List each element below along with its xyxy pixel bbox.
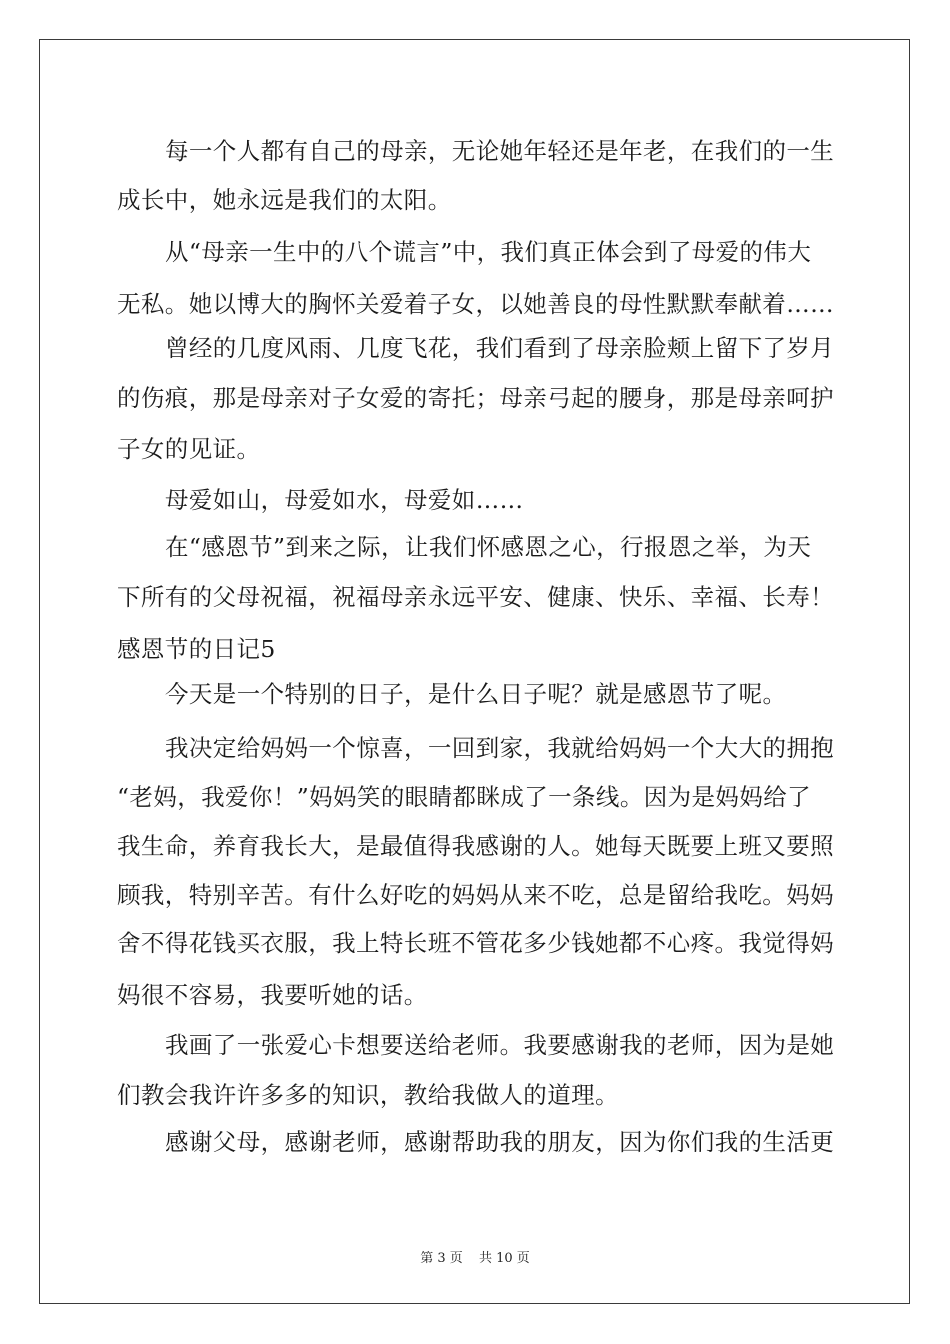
text-line: 我画了一张爱心卡想要送给老师。我要感谢我的老师，因为是她	[165, 1031, 835, 1059]
text-line: 从“母亲一生中的八个谎言”中，我们真正体会到了母爱的伟大	[165, 238, 812, 266]
text-line: 感谢父母，感谢老师，感谢帮助我的朋友，因为你们我的生活更	[165, 1128, 835, 1156]
text-line: 的伤痕，那是母亲对子女爱的寄托；母亲弓起的腰身，那是母亲呵护	[117, 384, 834, 412]
text-line: 无私。她以博大的胸怀关爱着子女，以她善良的母性默默奉献着……	[117, 290, 834, 318]
text-line: 我决定给妈妈一个惊喜，一回到家，我就给妈妈一个大大的拥抱	[165, 734, 835, 762]
text-line: 妈很不容易，我要听她的话。	[117, 981, 428, 1009]
page-footer	[0, 1247, 950, 1266]
text-line: 我生命，养育我长大，是最值得我感谢的人。她每天既要上班又要照	[117, 832, 834, 860]
page-border	[39, 39, 910, 1304]
text-line: “老妈，我爱你！”妈妈笑的眼睛都眯成了一条线。因为是妈妈给了	[117, 783, 812, 811]
text-line: 舍不得花钱买衣服，我上特长班不管花多少钱她都不心疼。我觉得妈	[117, 929, 834, 957]
text-line: 们教会我许许多多的知识，教给我做人的道理。	[117, 1081, 619, 1109]
text-line: 成长中，她永远是我们的太阳。	[117, 186, 452, 214]
text-line: 子女的见证。	[117, 435, 261, 463]
page-number: 第 3 页	[420, 1251, 463, 1266]
section-heading: 感恩节的日记5	[117, 635, 276, 663]
text-line: 每一个人都有自己的母亲，无论她年轻还是年老，在我们的一生	[165, 137, 835, 165]
text-line: 今天是一个特别的日子，是什么日子呢？就是感恩节了呢。	[165, 680, 787, 708]
text-line: 下所有的父母祝福，祝福母亲永远平安、健康、快乐、幸福、长寿！	[117, 583, 834, 611]
text-line: 在“感恩节”到来之际，让我们怀感恩之心，行报恩之举，为天	[165, 533, 812, 561]
text-line: 曾经的几度风雨、几度飞花，我们看到了母亲脸颊上留下了岁月	[165, 334, 835, 362]
text-line: 母爱如山，母爱如水，母爱如……	[165, 486, 524, 514]
page-total: 共 10 页	[478, 1251, 530, 1266]
text-line: 顾我，特别辛苦。有什么好吃的妈妈从来不吃，总是留给我吃。妈妈	[117, 881, 834, 909]
